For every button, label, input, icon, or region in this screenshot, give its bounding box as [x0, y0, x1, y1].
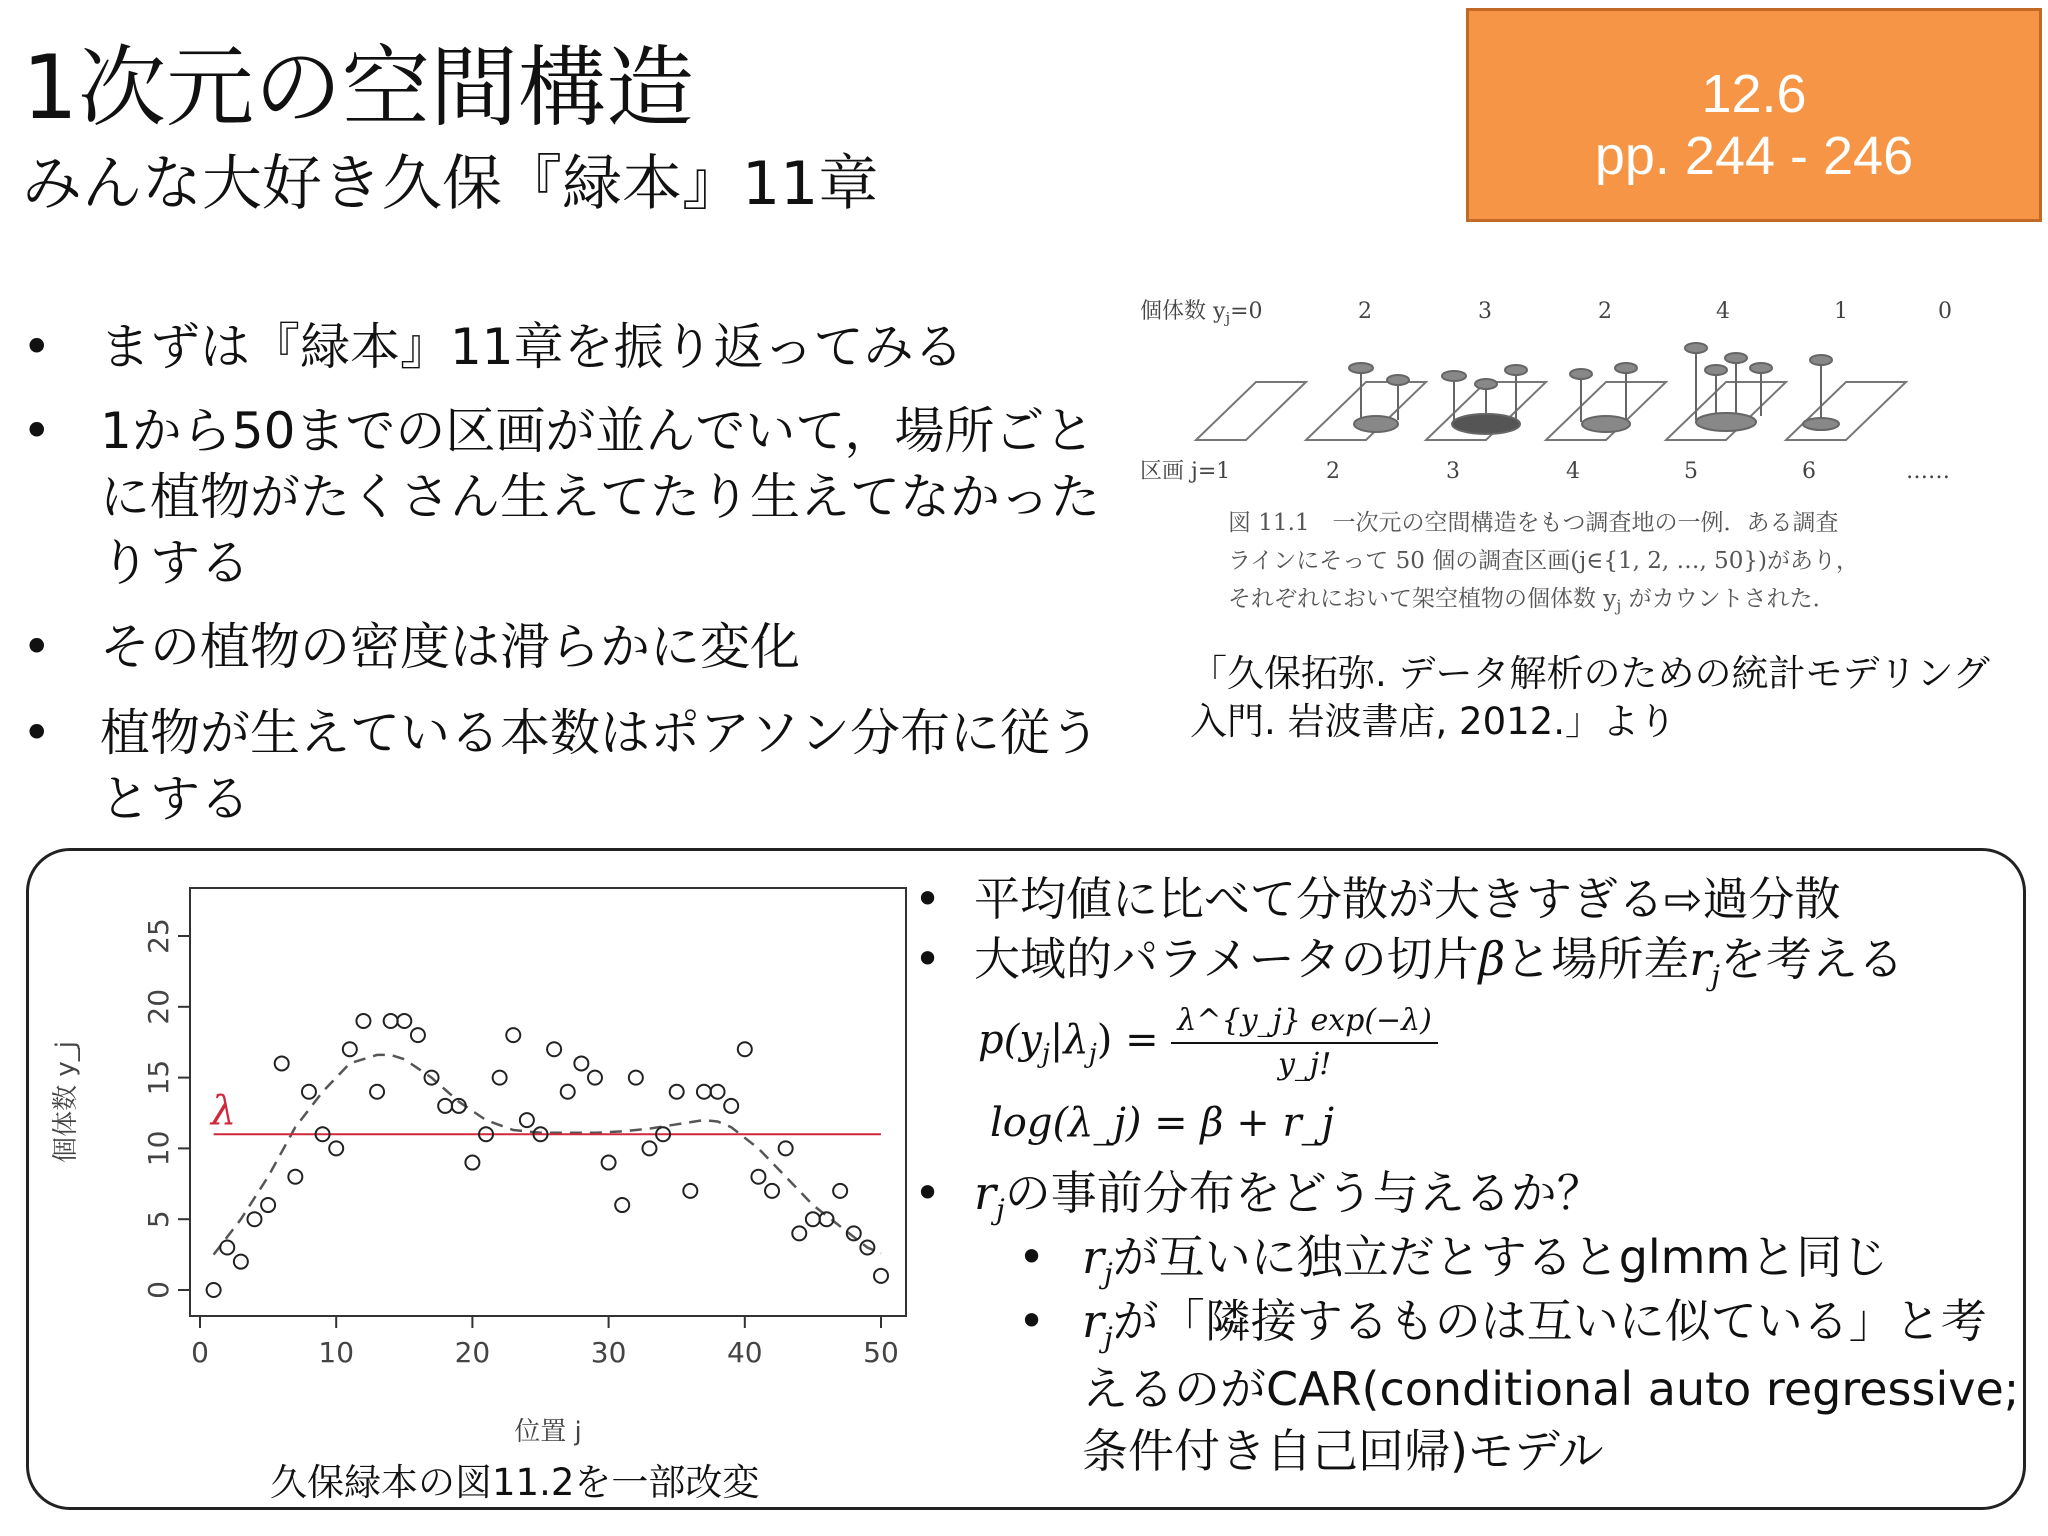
data-point [547, 1042, 561, 1056]
page-title: 1次元の空間構造 [22, 36, 694, 139]
fig1-caption-line: ラインにそって 50 個の調査区画(j∈{1, 2, …, 50})があり， [1228, 548, 1859, 574]
y-tick-label: 15 [142, 1059, 175, 1096]
bullet-dot: • [914, 932, 942, 986]
data-point [493, 1071, 507, 1085]
plot-frame [190, 888, 906, 1316]
fig1-section: 5 [1684, 459, 1698, 484]
chart-caption: 久保緑本の図11.2を一部改変 [270, 1461, 760, 1504]
bullet-4 [22, 700, 1102, 840]
data-point [670, 1085, 684, 1099]
fig1-count: 2 [1598, 299, 1612, 324]
mean-label: λ [210, 1088, 237, 1135]
fig1-count: 4 [1716, 299, 1730, 324]
data-point [602, 1156, 616, 1170]
bullet-dot: • [22, 704, 52, 762]
fig1-count: 1 [1834, 299, 1848, 324]
data-point [833, 1184, 847, 1198]
data-point [561, 1085, 575, 1099]
badge-pages: pp. 244 - 246 [1594, 126, 1914, 186]
page-subtitle: みんな大好き久保『緑本』11章 [22, 149, 879, 219]
data-point [642, 1141, 656, 1155]
data-point [806, 1212, 820, 1226]
equation-poisson: $p(y_j|\lambda_j)$ = $\frac{\lambda\^{}\{y\_j\} \exp(-\lambda)}{y\_j!}$ [978, 1000, 1438, 1086]
data-point [234, 1255, 248, 1269]
badge-section-number: 12.6 [1701, 64, 1807, 124]
plot-quadrat [1196, 382, 1306, 440]
bullet-dot: • [914, 1166, 942, 1220]
bullet-2 [22, 398, 1102, 598]
fig1-count: 3 [1478, 299, 1492, 324]
x-tick-label: 20 [454, 1336, 491, 1369]
data-point [220, 1241, 234, 1255]
figure-source-line: 「久保拓弥. データ解析のための統計モデリング [1190, 652, 1990, 695]
data-point [765, 1184, 779, 1198]
data-point [874, 1269, 888, 1283]
bullet-dot: • [22, 318, 52, 376]
fig1-section: 6 [1802, 459, 1816, 484]
y-axis-label: 個体数 y_j [51, 1041, 81, 1163]
bullet-text: その植物の密度は滑らかに変化 [100, 618, 800, 676]
fig1-section: 3 [1446, 459, 1460, 484]
bullet-dot: • [1018, 1230, 1046, 1284]
x-tick-label: 30 [590, 1336, 627, 1369]
data-point [384, 1014, 398, 1028]
bullet-text: $r_j$が「隣接するものは互いに似ている」と考 [1082, 1294, 1987, 1355]
fig1-section-label: 区画 j=1 [1140, 459, 1231, 484]
x-tick-label: 40 [726, 1336, 763, 1369]
data-point [792, 1226, 806, 1240]
bullet-text: まずは『緑本』11章を振り返ってみる [100, 318, 964, 376]
bullet-text: 植物が生えている本数はポアソン分布に従うとする [100, 704, 1100, 828]
data-point [247, 1212, 261, 1226]
y-tick-label: 10 [142, 1130, 175, 1167]
bullet-dot: • [22, 402, 52, 460]
data-point [520, 1113, 534, 1127]
data-point [438, 1099, 452, 1113]
bullet-dot: • [22, 618, 52, 676]
bullet-text: $r_j$が互いに独立だとするとglmmと同じ [1082, 1230, 1889, 1291]
x-tick-label: 10 [318, 1336, 355, 1369]
data-point [329, 1141, 343, 1155]
plot-survey-figure [1136, 292, 1956, 632]
data-point [629, 1071, 643, 1085]
fig1-section: …… [1906, 459, 1950, 484]
x-tick-label: 50 [863, 1336, 899, 1369]
data-point [615, 1198, 629, 1212]
plot-quadrat [1786, 382, 1906, 440]
equation-log-link: log(λ_j) = β + r_j [990, 1100, 1334, 1146]
y-tick-label: 0 [142, 1281, 175, 1299]
bullet-text: 平均値に比べて分散が大きすぎる⇨過分散 [974, 872, 1841, 926]
data-point [738, 1042, 752, 1056]
data-point [588, 1071, 602, 1085]
fig1-section: 4 [1566, 459, 1580, 484]
right-subbullet-2-line3: 条件付き自己回帰)モデル [1082, 1424, 1604, 1478]
fig1-caption-line: 図 11.1 一次元の空間構造をもつ調査地の一例．ある調査 [1228, 510, 1839, 536]
data-point [370, 1085, 384, 1099]
data-point [820, 1212, 834, 1226]
x-tick-label: 0 [191, 1336, 209, 1369]
data-point [275, 1056, 289, 1070]
data-point [779, 1141, 793, 1155]
bullet-text: 1から50までの区画が並んでいて，場所ごとに植物がたくさん生えてたり生えてなかったりする [100, 402, 1100, 592]
data-point [207, 1283, 221, 1297]
y-tick-label: 20 [142, 988, 175, 1025]
fig1-count-label: 個体数 $y_j=0$ [1140, 299, 1263, 327]
fig1-section: 2 [1326, 459, 1340, 484]
data-point [465, 1156, 479, 1170]
data-point [356, 1014, 370, 1028]
y-tick-label: 25 [142, 918, 175, 954]
data-point [261, 1198, 275, 1212]
data-point [697, 1085, 711, 1099]
data-point [411, 1028, 425, 1042]
data-point [683, 1184, 697, 1198]
bullet-dot: • [914, 872, 942, 926]
data-point [574, 1056, 588, 1070]
right-subbullet-2-line2: えるのがCAR(conditional auto regressive; [1082, 1362, 2020, 1416]
data-point [302, 1085, 316, 1099]
figure-source-line: 入門. 岩波書店, 2012.」より [1190, 700, 1676, 743]
data-point [751, 1170, 765, 1184]
data-point [724, 1099, 738, 1113]
bullet-text: 大域的パラメータの切片βと場所差$r_j$を考える [974, 932, 1904, 993]
y-tick-label: 5 [142, 1210, 175, 1229]
bullet-dot: • [1018, 1294, 1046, 1348]
fig1-count: 0 [1938, 299, 1952, 324]
plant-illustrations [1349, 343, 1839, 434]
fig1-caption-line: それぞれにおいて架空植物の個体数 $y_j$ がカウントされた． [1228, 586, 1836, 615]
section-badge [1466, 8, 2042, 222]
bullet-text: $r_j$の事前分布をどう与えるか？ [974, 1166, 1603, 1227]
equation-fraction: $\frac{\lambda\^{}\{y\_j\} \exp(-\lambda)}{y\_j!}$ [1171, 1000, 1438, 1086]
x-axis-label: 位置 j [514, 1417, 582, 1447]
data-point [506, 1028, 520, 1042]
data-point [711, 1085, 725, 1099]
figure-source [1190, 650, 2010, 746]
data-point [288, 1170, 302, 1184]
data-point [397, 1014, 411, 1028]
scatter-chart [40, 870, 920, 1470]
fig1-count: 2 [1358, 299, 1372, 324]
data-point [343, 1042, 357, 1056]
